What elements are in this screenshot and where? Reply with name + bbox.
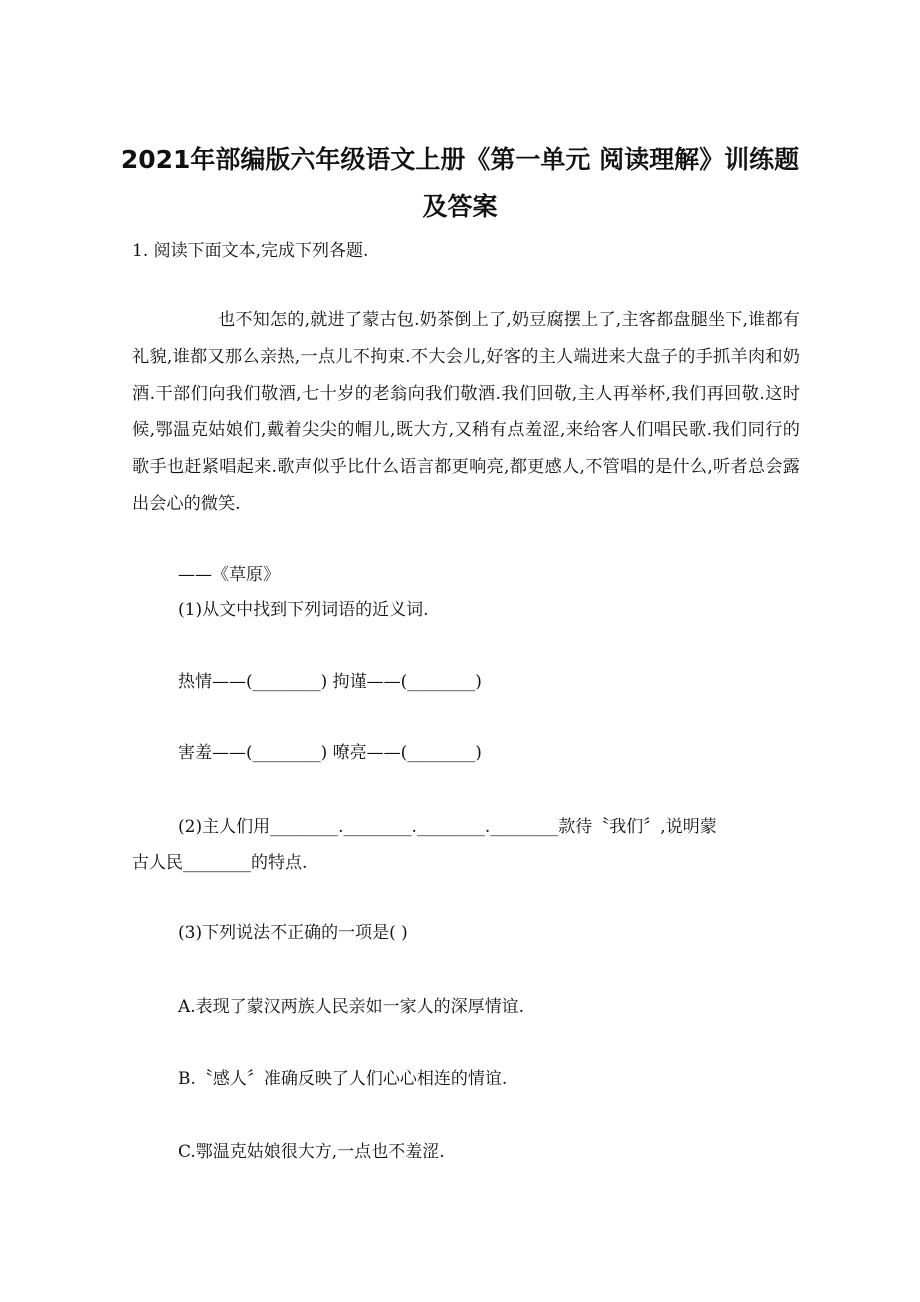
q3-option-c: C.鄂温克姑娘很大方,一点也不羞涩. [178, 1142, 445, 1162]
passage-source: ——《草原》 [178, 565, 280, 585]
q1-row-1: 热情——(________) 拘谨——(________) [178, 672, 482, 692]
q3-option-a: A.表现了蒙汉两族人民亲如一家人的深厚情谊. [178, 997, 525, 1017]
q1-row-2: 害羞——(________) 嘹亮——(________) [178, 743, 482, 763]
question-intro: 1. 阅读下面文本,完成下列各题. [132, 241, 369, 261]
q2-line-2: 古人民________的特点. [132, 853, 308, 873]
q3-prompt: (3)下列说法不正确的一项是( ) [178, 923, 408, 943]
document-title-line-2: 及答案 [422, 192, 498, 221]
document-title-line-1: 2021年部编版六年级语文上册《第一单元 阅读理解》训练题 [120, 145, 800, 174]
q1-prompt: (1)从文中找到下列词语的近义词. [178, 600, 429, 620]
reading-passage: 也不知怎的,就进了蒙古包.奶茶倒上了,奶豆腐摆上了,主客都盘腿坐下,谁都有礼貌,谁都又那么亲热,一点儿不拘束.不大会儿,好客的主人端进来大盘子的手抓羊肉和奶酒.干部们向我们敬酒,七十岁的老翁向我们敬酒.我们回敬,主人再举杯,我们再回敬.这时候,鄂温克姑娘们,戴着尖尖的帽儿,既大方,又稍有点羞涩,来给客人们唱民歌.我们同行的歌手也赶紧唱起来.歌声似乎比什么语言都更响亮,都更感人,不管唱的是什么,听者总会露出会心的微笑. [132, 310, 800, 514]
q2-line-1: (2)主人们用________.________.________.________款待〝我们〞,说明蒙 [178, 817, 717, 837]
q3-option-b: B.〝感人〞准确反映了人们心心相连的情谊. [178, 1069, 508, 1089]
